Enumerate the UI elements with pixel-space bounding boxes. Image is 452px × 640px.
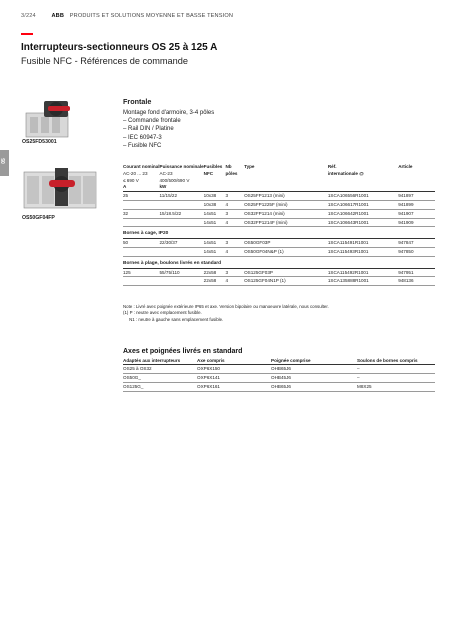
cell-ref: 1SCA135888R1001 (328, 277, 398, 286)
cell-type: OS32FP1214F (mini) (244, 218, 328, 227)
cell-fuse: 14x51 (204, 247, 226, 256)
table-notes (123, 304, 329, 323)
cell-poles: 4 (225, 247, 244, 256)
cell-handle: OHB65J6 (271, 383, 357, 392)
page-subtitle: Fusible NFC - Références de commande (21, 56, 188, 66)
cell-type: OS50GF04N&P (1) (244, 247, 328, 256)
cell-shaft: OXP6X150 (197, 365, 271, 374)
column-header: Type (244, 164, 255, 169)
cell-ref: 1SCA106642R1001 (328, 209, 398, 218)
cell-power: 55/75/110 (160, 268, 204, 277)
product-label-os50: OS50GF04FP (22, 215, 55, 221)
cell-poles: 4 (225, 200, 244, 209)
cell-current: 32 (123, 209, 160, 218)
cell-current (123, 247, 160, 256)
description-line: – Rail DIN / Platine (123, 126, 174, 133)
accessories-table (123, 357, 435, 392)
column-subheader: internationale @ (327, 170, 364, 176)
cell-fuse: 22x58 (204, 277, 226, 286)
column-unit: kW (160, 184, 204, 191)
column-subheader (204, 178, 226, 185)
cell-type: OS125GF04N1P (1) (244, 277, 328, 286)
cell-fuse: 14x51 (204, 218, 226, 227)
table-row (123, 374, 435, 383)
column-subheader: ≤ 690 V (123, 177, 139, 183)
cell-ref: 1SCA115491R1001 (328, 239, 398, 248)
cell-article: 948136 (398, 277, 435, 286)
cell-current: 25 (123, 192, 160, 201)
note-line: (1) P : neutre avec emplacement fusible. (123, 310, 202, 316)
cell-type: OS32FP1214 (mini) (244, 209, 328, 218)
table-row (123, 192, 435, 201)
column-header: Réf. (327, 164, 337, 169)
cell-poles: 3 (225, 268, 244, 277)
cell-handle: OHB65J6 (271, 365, 357, 374)
cell-ref: 1SCA115492R1001 (328, 268, 398, 277)
accessories-title: Axes et poignées livrés en standard (123, 348, 243, 355)
table-row (123, 239, 435, 248)
brand-name: ABB (51, 13, 65, 19)
cell-article: 941909 (398, 218, 435, 227)
column-subheader (225, 178, 244, 185)
column-header: Article (398, 164, 413, 169)
cell-power (160, 218, 204, 227)
chapter-tab (0, 150, 9, 176)
page-header (21, 13, 233, 19)
cell-fuse: 10x38 (204, 200, 226, 209)
column-unit (328, 184, 398, 191)
cell-current (123, 277, 160, 286)
column-subheader: AC-23 (159, 170, 173, 176)
description-line: Montage fond d'armoire, 3-4 pôles (123, 110, 215, 116)
column-unit (225, 184, 244, 191)
column-subheader: NFC (203, 170, 214, 176)
cell-shaft: OXP6X161 (197, 383, 271, 392)
product-image-os25 (22, 95, 82, 139)
table-row (123, 268, 435, 277)
cell-current: 125 (123, 268, 160, 277)
description-line: – IEC 60947-3 (123, 134, 162, 141)
table-header-row (123, 164, 435, 171)
description-heading: Frontale (123, 97, 152, 106)
cell-ref: 1SCA106556R1001 (328, 192, 398, 201)
cell-article: 941907 (398, 209, 435, 218)
cell-poles: 3 (225, 209, 244, 218)
cell-handle: OHB45J6 (271, 374, 357, 383)
column-subheader (244, 178, 328, 185)
section-heading: Bornes à plage, boulons livrés en standard (123, 256, 435, 268)
cell-type: OS125GF03P (244, 268, 328, 277)
column-subheader: 400/500/690 V (159, 177, 190, 183)
cell-power: 22/30/37 (160, 239, 204, 248)
description-line: – Commande frontale (123, 118, 181, 125)
references-table (123, 164, 435, 286)
cell-fuse: 14x51 (204, 209, 226, 218)
column-header: Puissance nominale (159, 164, 204, 169)
table-row (123, 277, 435, 286)
cell-type: OS25FP1213 (mini) (244, 192, 328, 201)
product-description (123, 97, 214, 150)
page-number: 3/224 (21, 13, 36, 19)
cell-type: OS50GF03P (244, 239, 328, 248)
section-title: PRODUITS ET SOLUTIONS MOYENNE ET BASSE TENSION (69, 13, 234, 19)
table-row (123, 365, 435, 374)
table-row (123, 209, 435, 218)
cell-power (160, 200, 204, 209)
table-row (123, 383, 435, 392)
column-header: Soulons de bornes compris (357, 357, 435, 365)
note-line: N1 : neutre à gauche sans emplacement fusible. (123, 316, 224, 322)
cell-switch: OS25 à OS32 (123, 365, 197, 374)
column-header: Nb (225, 164, 232, 169)
column-subheader (398, 171, 435, 178)
cell-current (123, 200, 160, 209)
section-row (123, 227, 435, 239)
column-subheader: AC-20 ... 23 (123, 170, 148, 176)
cell-fuse: 14x51 (204, 239, 226, 248)
section-heading: Bornes à cage, IP20 (123, 227, 435, 239)
cell-article: 947847 (398, 239, 435, 248)
cell-power: 11/15/22 (160, 192, 204, 201)
cell-ref: 1SCA115493R1001 (328, 247, 398, 256)
cell-bolts: M8X25 (357, 383, 435, 392)
description-line: – Fusible NFC (123, 142, 162, 149)
column-subheader (244, 171, 328, 178)
cell-article: 941899 (398, 200, 435, 209)
column-unit (204, 184, 226, 191)
column-unit (244, 184, 328, 191)
cell-article: 947850 (398, 247, 435, 256)
cell-shaft: OXP6X141 (197, 374, 271, 383)
product-label-os25: OS25FD53001 (22, 139, 57, 145)
column-header: Fusibles (203, 164, 223, 169)
cell-switch: OS125G_ (123, 383, 197, 392)
table-header-row (123, 171, 435, 178)
page-title: Interrupteurs-sectionneurs OS 25 à 125 A (21, 42, 218, 53)
cell-article: 941897 (398, 192, 435, 201)
cell-ref: 1SCA106617R1001 (328, 200, 398, 209)
column-subheader (328, 178, 398, 185)
table-header-row (123, 184, 435, 191)
cell-switch: OS50G_ (123, 374, 197, 383)
cell-fuse: 22x58 (204, 268, 226, 277)
chapter-tab-label: 05 (0, 158, 7, 164)
cell-poles: 4 (225, 277, 244, 286)
cell-article: 947951 (398, 268, 435, 277)
cell-current: 50 (123, 239, 160, 248)
cell-power: 15/18.5/22 (160, 209, 204, 218)
cell-bolts: – (357, 374, 435, 383)
column-unit (398, 184, 435, 191)
column-header: Axe compris (197, 357, 271, 365)
cell-poles: 4 (225, 218, 244, 227)
cell-current (123, 218, 160, 227)
cell-fuse: 10x38 (204, 192, 226, 201)
note-line: Note : Livré avec poignée extérieure IP65 et axe. Version bipolaire ou manoeuvre latérale, nous consulter. (123, 304, 329, 309)
column-subheader: pôles (225, 170, 238, 176)
product-image-os50 (22, 162, 102, 212)
column-header: Courant nominal (123, 164, 160, 169)
cell-power (160, 247, 204, 256)
table-row (123, 200, 435, 209)
column-header: Poignée comprise (271, 357, 357, 365)
column-unit: A (123, 184, 160, 191)
table-row (123, 247, 435, 256)
cell-power (160, 277, 204, 286)
cell-ref: 1SCA106643R1001 (328, 218, 398, 227)
cell-bolts: – (357, 365, 435, 374)
table-header-row (123, 357, 435, 365)
column-subheader (398, 178, 435, 185)
section-row (123, 256, 435, 268)
cell-poles: 3 (225, 239, 244, 248)
cell-poles: 3 (225, 192, 244, 201)
cell-type: OS25FP1225F (mini) (244, 200, 328, 209)
accent-bar (21, 33, 33, 35)
table-row (123, 218, 435, 227)
table-header-row (123, 178, 435, 185)
column-header: Adaptés aux interrupteurs (123, 357, 197, 365)
